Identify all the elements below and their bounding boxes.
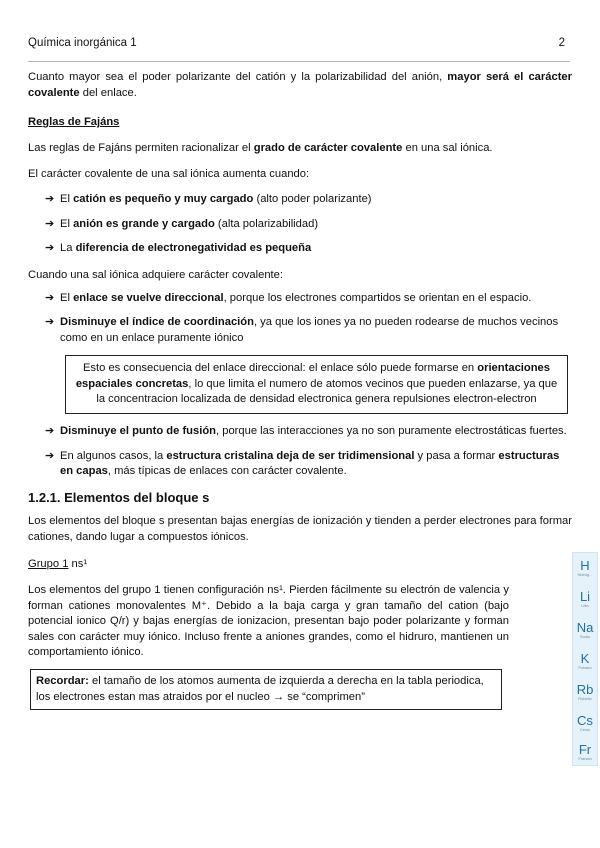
- element-name: Francio: [578, 756, 592, 761]
- arrow-icon: ➔: [45, 315, 55, 328]
- element-symbol: Cs: [577, 713, 593, 728]
- arrow-icon: ➔: [45, 217, 55, 230]
- text: En algunos casos, la: [60, 449, 167, 462]
- bold-text: Disminuye el punto de fusión: [60, 424, 217, 437]
- element-name: Potasio: [578, 665, 592, 670]
- conditions-list: [28, 192, 572, 257]
- text: (alto poder polarizante): [253, 192, 372, 205]
- text: en una sal iónica.: [402, 141, 493, 154]
- bold-text: diferencia de electronegatividad es pequeña: [75, 242, 312, 255]
- note-box: [65, 355, 568, 414]
- fajans-paragraph-1: [28, 141, 572, 157]
- bold-text: anión es grande y cargado: [73, 217, 215, 230]
- effects-list: [28, 291, 572, 479]
- effect-item: [28, 424, 572, 440]
- intro-bold: mayor será el carácter covalente: [28, 71, 573, 99]
- element-name: Sodio: [579, 634, 591, 639]
- text: , ya que los iones ya no pueden rodearse de muchos vecinos como en un enlace puramente iónico: [60, 315, 559, 344]
- element-symbol: Li: [579, 589, 591, 604]
- element-symbol: Rb: [576, 682, 594, 697]
- element-cell: [573, 559, 597, 577]
- bold-text: enlace se vuelve direccional: [73, 292, 224, 305]
- element-cell: [573, 590, 597, 608]
- element-symbol: Fr: [578, 742, 592, 757]
- element-symbol: Na: [576, 620, 594, 635]
- reminder-box: [30, 669, 502, 710]
- element-cell: [573, 621, 597, 639]
- group1-title-text: Grupo 1: [28, 558, 69, 571]
- group1-config: ns¹: [68, 558, 88, 571]
- text: (alta polarizabilidad): [214, 217, 319, 230]
- arrow-icon: ➔: [45, 424, 55, 437]
- condition-item: [28, 241, 572, 257]
- page-content: [28, 70, 572, 710]
- arrow-icon: ➔: [45, 449, 55, 462]
- bold-text: grado de carácter covalente: [253, 141, 403, 154]
- section-heading: 1.2.1. Elementos del bloque s: [28, 489, 210, 505]
- bold-text: orientaciones espaciales concretas: [75, 362, 551, 390]
- page-number: 2: [558, 37, 565, 49]
- condition-item: [28, 192, 572, 208]
- text: El: [60, 292, 74, 305]
- element-name: Litio: [581, 603, 589, 608]
- element-cell: [573, 652, 597, 670]
- arrow-icon: ➔: [45, 292, 55, 305]
- text: , más típicas de enlaces con carácter covalente.: [107, 465, 347, 478]
- element-name: Rubidio: [578, 696, 592, 701]
- text: , porque los electrones compartidos se orientan en el espacio.: [223, 292, 532, 305]
- reminder-label: Recordar:: [36, 675, 89, 688]
- element-symbol: K: [580, 651, 590, 666]
- text: Esto es consecuencia del enlace direccional: el enlace sólo puede formarse en: [82, 362, 478, 375]
- intro-text-1: Cuanto mayor sea el poder polarizante del catión y la polarizabilidad del anión,: [28, 71, 448, 83]
- group1-title: [28, 557, 572, 573]
- effect-item: [28, 291, 572, 307]
- intro-text-2: del enlace.: [79, 86, 137, 99]
- element-cell: [573, 743, 597, 761]
- element-name: Cesio: [579, 727, 591, 732]
- effect-item: [28, 449, 572, 480]
- bold-text: estructuras en capas: [60, 449, 560, 478]
- bold-text: Disminuye el índice de coordinación: [60, 315, 254, 328]
- sblock-paragraph: Los elementos del bloque s presentan bajas energías de ionización y tienden a perder electrones para formar cationes, dando lugar a compuestos iónicos.: [28, 515, 572, 543]
- text: , lo que limita el numero de atomos vecinos que pueden enlazarse, ya que la concentracion localizada de densidad electronica genera repulsiones electron-electron: [96, 377, 558, 406]
- group1-paragraph: Los elementos del grupo 1 tienen configuración ns¹. Pierden fácilmente su electrón de valencia y forman cationes monovalentes M⁺. Debido a la baja carga y gran tamaño del cation (bajo potencial ionico Q/r) y bajas energías de ionizacion, presentan bajo poder polarizante y forman sales con carácter muy iónico. Incluso frente a aniones grandes, como el hidruro, mantienen un comportamiento iónico.: [28, 584, 509, 659]
- fajans-title: Reglas de Fajáns: [28, 116, 120, 129]
- periodic-table-strip: [572, 552, 598, 766]
- text: El: [60, 217, 74, 230]
- text: La: [60, 242, 76, 255]
- element-symbol: H: [580, 558, 590, 573]
- element-cell: [573, 683, 597, 701]
- arrow-icon: ➔: [45, 242, 55, 255]
- element-name: Hidróg...: [577, 572, 593, 577]
- intro-paragraph: [28, 70, 572, 101]
- text: , porque las interacciones ya no son puramente electrostáticas fuertes.: [216, 424, 567, 437]
- header-rule: [28, 61, 570, 62]
- bold-text: estructura cristalina deja de ser tridimensional: [166, 449, 415, 462]
- fajans-paragraph-3: Cuando una sal iónica adquiere carácter covalente:: [28, 268, 283, 281]
- condition-item: [28, 217, 572, 233]
- text: Las reglas de Fajáns permiten racionalizar el: [28, 141, 254, 154]
- effect-item: [28, 315, 572, 346]
- text: El: [60, 192, 74, 205]
- arrow-icon: ➔: [45, 192, 55, 205]
- element-cell: [573, 714, 597, 732]
- bold-text: catión es pequeño y muy cargado: [73, 192, 254, 205]
- fajans-paragraph-2: El carácter covalente de una sal iónica aumenta cuando:: [28, 168, 310, 181]
- header-title: Química inorgánica 1: [28, 37, 137, 49]
- text: y pasa a formar: [414, 449, 499, 462]
- reminder-text: el tamaño de los atomos aumenta de izquierda a derecha en la tabla periodica, los electrones estan mas atraidos por el nucleo → se “comprimen”: [36, 675, 484, 703]
